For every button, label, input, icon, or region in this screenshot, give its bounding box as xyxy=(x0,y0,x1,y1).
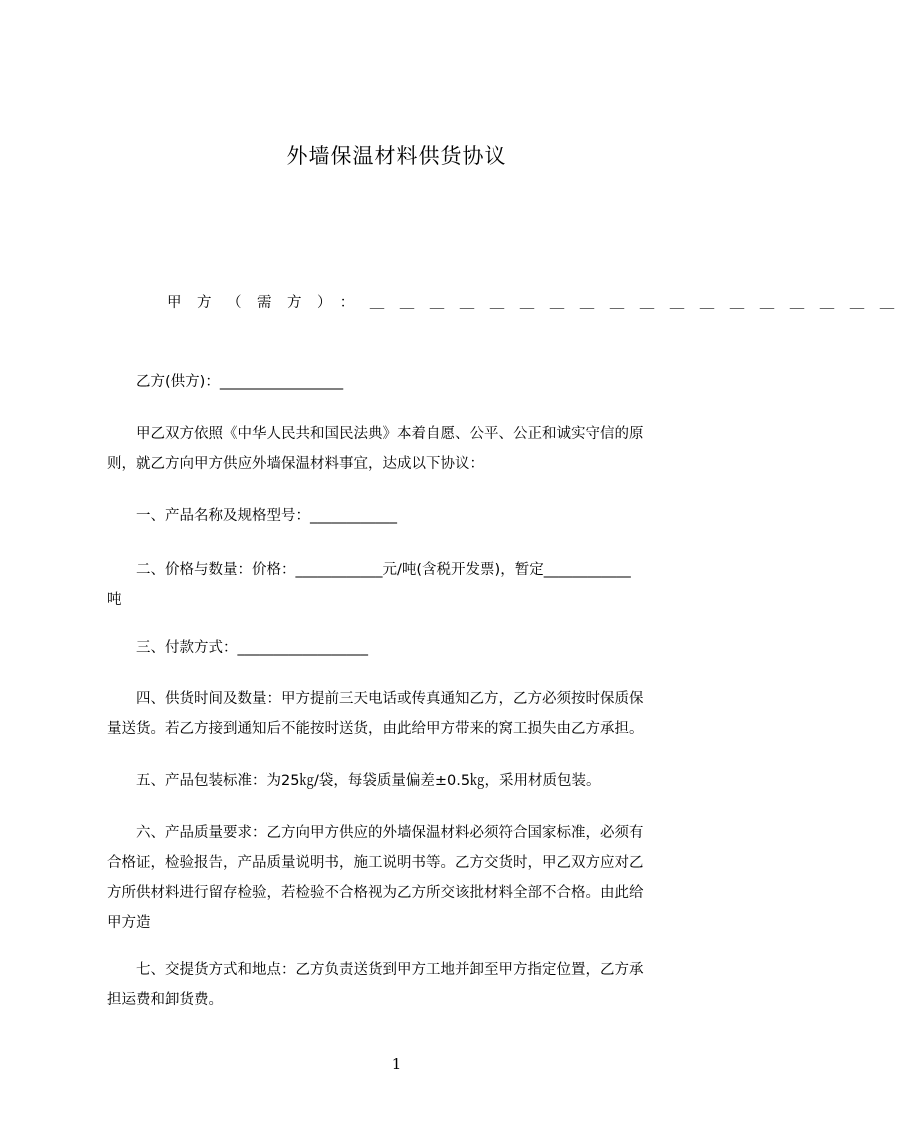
clause-3-payment: 三、付款方式：__________________ xyxy=(107,640,368,656)
page-number: 1 xyxy=(391,1055,402,1073)
clause-4-line: 量送货。若乙方接到通知后不能按时送货，由此给甲方带来的窝工损失由乙方承担。 xyxy=(107,721,644,737)
clause-6-line: 方所供材料进行留存检验，若检验不合格视为乙方所交该批材料全部不合格。由此给 xyxy=(107,885,644,901)
clause-6-line: 六、产品质量要求：乙方向甲方供应的外墙保温材料必须符合国家标准，必须有 xyxy=(107,825,644,841)
clause-1-product-name: 一、产品名称及规格型号：____________ xyxy=(107,508,397,524)
clause-6-line: 合格证，检验报告，产品质量说明书，施工说明书等。乙方交货时，甲乙双方应对乙 xyxy=(107,855,644,871)
document-title: 外墙保温材料供货协议 xyxy=(286,144,507,168)
clause-7-line: 七、交提货方式和地点：乙方负责送货到甲方工地并卸至甲方指定位置，乙方承 xyxy=(107,962,644,978)
party-b-line: 乙方(供方)：_________________ xyxy=(107,374,344,390)
clause-7-delivery-method xyxy=(107,955,703,1015)
clause-2-line: 二、价格与数量：价格：____________元/吨(含税开发票)，暂定____________ xyxy=(107,562,631,578)
clause-6-quality xyxy=(107,818,703,938)
intro-paragraph xyxy=(107,419,703,479)
clause-2-price-quantity xyxy=(107,555,703,615)
clause-5-packaging: 五、产品包装标准：为25㎏/袋，每袋质量偏差±0.5㎏，采用材质包装。 xyxy=(107,773,601,789)
clause-2-line: 吨 xyxy=(107,592,122,608)
clause-7-line: 担运费和卸货费。 xyxy=(107,992,223,1008)
intro-line: 甲乙双方依照《中华人民共和国民法典》本着自愿、公平、公正和诚实守信的原 xyxy=(107,426,644,442)
clause-6-line: 甲方造 xyxy=(107,915,151,931)
clause-4-delivery-time xyxy=(107,684,703,744)
intro-line: 则，就乙方向甲方供应外墙保温材料事宜，达成以下协议： xyxy=(107,456,484,472)
clause-4-line: 四、供货时间及数量：甲方提前三天电话或传真通知乙方，乙方必须按时保质保 xyxy=(107,691,644,707)
party-a-line: 甲方（需方）：＿＿＿＿＿＿＿＿＿＿＿＿＿＿＿＿＿＿ xyxy=(107,295,910,311)
